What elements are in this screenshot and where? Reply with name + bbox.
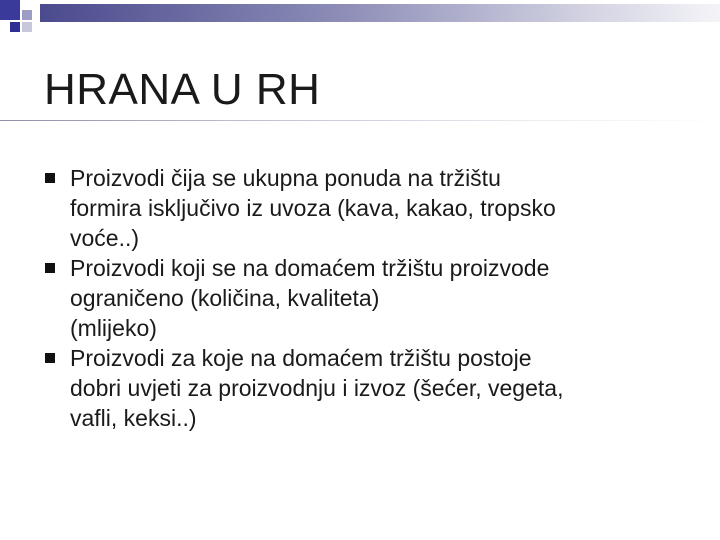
decorative-corner-pattern bbox=[0, 0, 720, 40]
bullet-list bbox=[44, 163, 684, 433]
bullet-line: dobri uvjeti za proizvodnju i izvoz (šećer, vegeta, bbox=[70, 375, 564, 401]
square-bullet-icon bbox=[45, 173, 55, 183]
bullet-line: Proizvodi za koje na domaćem tržištu postoje bbox=[70, 345, 532, 371]
bullet-text bbox=[70, 253, 684, 343]
bullet-text bbox=[70, 343, 684, 433]
bullet-line: formira isključivo iz uvoza (kava, kakao, tropsko bbox=[70, 195, 556, 221]
bullet-line: voće..) bbox=[70, 225, 140, 251]
bullet-line: Proizvodi koji se na domaćem tržištu proizvode bbox=[70, 255, 550, 281]
bullet-line: vafli, keksi..) bbox=[70, 405, 197, 431]
bullet-line: Proizvodi čija se ukupna ponuda na tržištu bbox=[70, 165, 501, 191]
bullet-line: (mlijeko) bbox=[70, 315, 157, 341]
title-divider bbox=[0, 120, 720, 121]
square-bullet-icon bbox=[45, 263, 55, 273]
slide-title: HRANA U RH bbox=[44, 65, 321, 114]
bullet-line: ograničeno (količina, kvaliteta) bbox=[70, 285, 380, 311]
bullet-text bbox=[70, 163, 684, 253]
bullet-item-export bbox=[44, 343, 684, 433]
bullet-item-limited-production bbox=[44, 253, 684, 343]
bullet-item-imports bbox=[44, 163, 684, 253]
square-bullet-icon bbox=[45, 353, 55, 363]
